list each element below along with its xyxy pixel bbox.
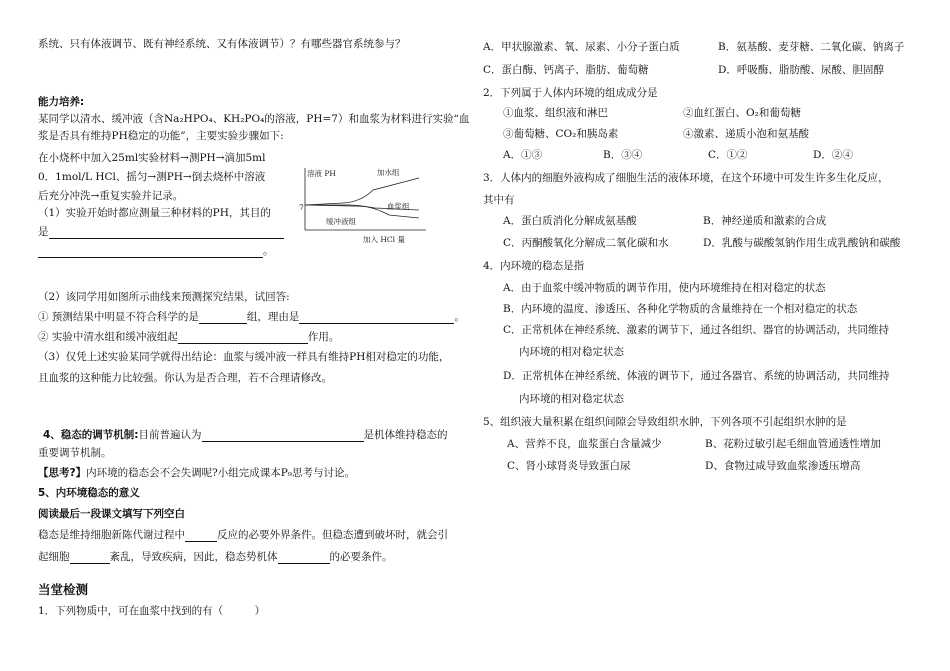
answer-blank[interactable] [178,332,308,344]
question-1-line-c [38,244,274,258]
q4-option-d-2: 内环境的相对稳定状态 [519,393,624,405]
chart-xlabel: 加入 HCl 量 [363,235,405,244]
q5-option-b: B、花粉过敏引起毛细血管通透性增加 [705,438,881,450]
regulation-line-2: 重要调节机制。 [38,447,112,459]
q2-option-b: B．③④ [603,149,643,161]
answer-blank[interactable] [299,312,454,324]
q2-item-4: ④激素、递质小泡和氨基酸 [683,128,809,140]
q4-option-d-1: D．正常机体在神经系统、体液的调节下，通过各器官、系统的协调活动，共同维持 [503,370,890,382]
q2-item-2: ②血红蛋白、O₂和葡萄糖 [683,107,801,119]
q2-option-c: C．①② [708,149,748,161]
answer-blank[interactable] [49,227,284,239]
answer-blank[interactable] [38,246,263,258]
test-title: 当堂检测 [38,582,89,597]
q3-option-b: B．神经递质和激素的合成 [703,215,827,227]
question-2-item-b: ② 实验中清水组和缓冲液组起 作用。 [38,331,340,343]
q4-option-b: B．内环境的温度、渗透压、各种化学物质的含量维持在一个相对稳定的状态 [503,303,858,315]
answer-blank[interactable] [202,430,364,442]
answer-blank[interactable] [199,312,247,324]
question-1-prefix: 是 [38,226,49,238]
q2-stem: 2．下列属于人体内环境的组成成分是 [483,87,658,99]
q1-option-a: A．甲状腺激素、氧、尿素、小分子蛋白质 [483,41,680,53]
q4-option-a: A．由于血浆中缓冲物质的调节作用，使内环境维持在相对稳定的状态 [503,282,826,294]
q2-option-a: A．①③ [503,149,543,161]
question-2-stem: （2）该同学用如图所示曲线来预测探究结果，试回答: [38,291,290,303]
q3-option-a: A．蛋白质消化分解成氨基酸 [503,215,637,227]
think-line: 【思考?】内环境的稳态会不会失调呢?小组完成课本P₉思考与讨论。 [38,467,355,479]
experiment-text-2: 浆是否具有维持PH稳定的功能”，主要实验步骤如下: [38,130,284,142]
q3-option-c: C．丙酮酸氧化分解成二氧化碳和水 [503,237,669,249]
significance-line-2: 起细胞 紊乱，导致疾病，因此，稳态势机体 的必要条件。 [38,551,393,563]
q3-stem-b: 其中有 [483,194,515,206]
reading-title: 阅读最后一段课文填写下列空白 [38,508,185,520]
chart-ytick: 7 [299,203,304,212]
question-1-end: 。 [263,245,274,257]
question-2-item-a: ① 预测结果中明显不符合科学的是 组，理由是 。 [38,311,465,323]
experiment-text-5: 后充分冲洗→重复实验并记录。 [38,190,184,202]
water-curve [305,178,419,205]
q2-item-1: ①血浆、组织液和淋巴 [503,107,608,119]
ability-title: 能力培养: [38,96,85,108]
answer-blank[interactable] [70,552,110,564]
think-tag: 【思考?】 [38,467,87,479]
significance-line-1: 稳态是维持细胞新陈代谢过程中 反应的必要外界条件。但稳态遭到破坏时，就会引 [38,529,448,541]
series-label-water: 加水组 [377,168,400,177]
q5-option-c: C、肾小球肾炎导致蛋白尿 [507,460,631,472]
q1-option-d: D．呼吸酶、脂肪酸、尿酸、胆固醇 [718,64,884,76]
experiment-text-4: 0．1mol/L HCl、摇匀→测PH→倒去烧杯中溶液 [38,171,266,183]
series-label-buffer: 缓冲液组 [326,217,356,226]
intro-line: 系统、只有体液调节、既有神经系统、又有体液调节）？有哪些器官系统参与？ [38,38,406,50]
ph-curve-chart [291,160,431,246]
q2-item-3: ③葡萄糖、CO₂和胰岛素 [503,128,619,140]
q5-option-a: A、营养不良，血浆蛋白含量减少 [507,438,662,450]
question-3-line-b: 且血浆的这种能力比较强。你认为是否合理，若不合理请修改。 [38,372,332,384]
significance-title: 5、内环境稳态的意义 [38,487,140,499]
test-question-1: 1．下列物质中，可在血浆中找到的有（ ） [38,605,266,617]
question-1-line-b [38,225,284,239]
answer-blank[interactable] [185,530,217,542]
q4-stem: 4．内环境的稳态是指 [483,260,585,272]
series-label-plasma: 血浆组 [387,202,410,211]
q2-option-d: D．②④ [813,149,853,161]
q3-option-d: D．乳酸与碳酸氢钠作用生成乳酸钠和碳酸 [703,237,901,249]
experiment-text-1: 某同学以清水、缓冲液（含Na₂HPO₄、KH₂PO₄的溶液，PH=7）和血浆为材料进行实验“血 [38,113,470,125]
chart-ylabel: 溶液 PH [307,169,336,178]
q1-option-b: B．氨基酸、麦芽糖、二氧化碳、钠离子 [718,41,905,53]
q5-option-d: D、食物过咸导致血浆渗透压增高 [705,460,861,472]
regulation-line: 4、稳态的调节机制:目前普遍认为 是机体维持稳态的 [43,429,448,441]
q4-option-c-2: 内环境的相对稳定状态 [519,346,624,358]
q5-stem: 5、组织液大量积累在组织间隙会导致组织水肿，下列各项不引起组织水肿的是 [483,416,847,428]
question-1-line-a: （1）实验开始时都应测量三种材料的PH，其目的 [38,207,271,219]
q3-stem-a: 3．人体内的细胞外液构成了细胞生活的液体环境，在这个环境中可发生许多生化反应， [483,172,889,184]
answer-blank[interactable] [278,552,330,564]
experiment-text-3: 在小烧杯中加入25ml实验材料→测PH→滴加5ml [38,152,266,164]
q4-option-c-1: C．正常机体在神经系统、激素的调节下，通过各组织、器官的协调活动，共同维持 [503,324,890,336]
q1-option-c: C．蛋白酶、钙离子、脂肪、葡萄糖 [483,64,649,76]
question-3-line-a: （3）仅凭上述实验某同学就得出结论：血浆与缓冲液一样具有维持PH相对稳定的功能， [38,351,450,363]
